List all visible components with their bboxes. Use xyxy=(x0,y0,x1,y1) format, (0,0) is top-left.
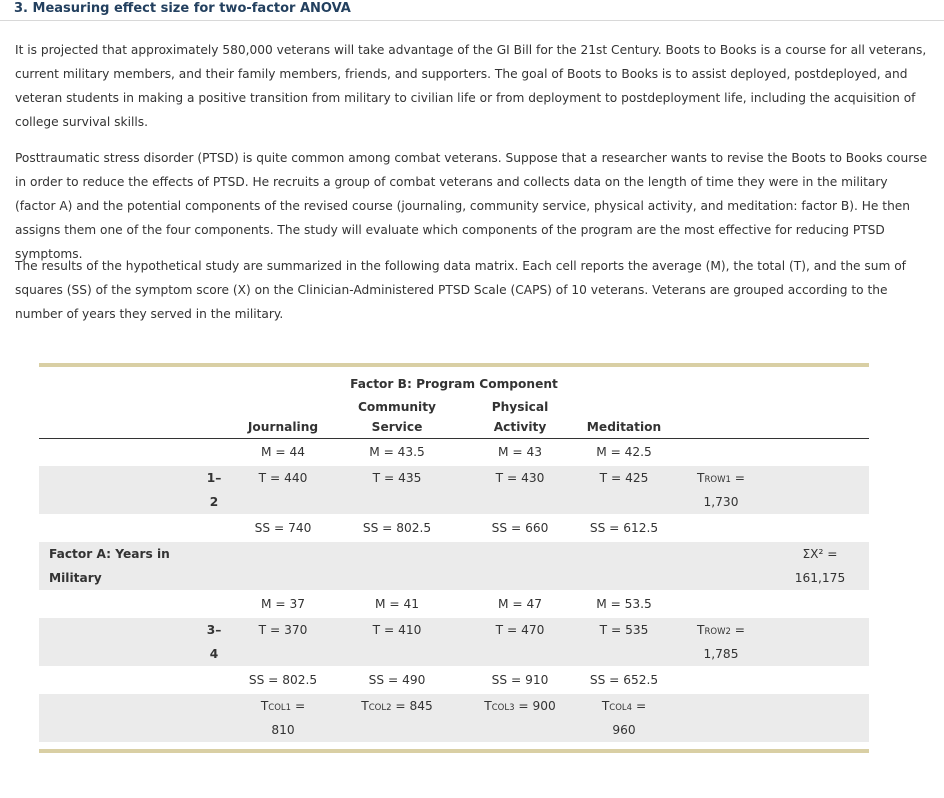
sum-x2-value: 161,175 xyxy=(794,571,846,585)
cell-total: T = 430 xyxy=(495,471,545,485)
section-header xyxy=(0,0,944,21)
row-label-line2: 2 xyxy=(209,495,219,509)
cell-total: T = 435 xyxy=(372,471,422,485)
factor-b-label: Factor B: Program Component xyxy=(350,377,558,391)
factor-a-label: Factor A: Years in xyxy=(49,547,170,561)
col-header-line1: Physical xyxy=(491,400,549,414)
col-total-label: TCOL2 = 845 xyxy=(361,699,433,713)
cell-mean: M = 44 xyxy=(261,445,305,459)
row-total-value: 1,785 xyxy=(703,647,739,661)
table-top-rule xyxy=(39,363,869,367)
cell-ss: SS = 612.5 xyxy=(589,521,659,535)
header-divider xyxy=(39,438,869,439)
col-total-label: TCOL1 = xyxy=(260,699,306,713)
cell-ss: SS = 802.5 xyxy=(248,673,318,687)
cell-mean: M = 37 xyxy=(261,597,305,611)
cell-mean: M = 42.5 xyxy=(596,445,652,459)
cell-mean: M = 53.5 xyxy=(596,597,652,611)
cell-ss: SS = 740 xyxy=(254,521,312,535)
col-total-label: TCOL3 = 900 xyxy=(484,699,556,713)
col-total-label: TCOL4 = xyxy=(601,699,647,713)
results-paragraph: The results of the hypothetical study are summarized in the following data matrix. Each cell reports the average (M), the total (T), and the sum of squares (SS) of the symptom score (X) on the Clinician-Administered PTSD Scale (CAPS) of 10 veterans. Veterans are grouped according to the number of years they served in the military. xyxy=(15,259,906,321)
col-header-journaling: Journaling xyxy=(247,420,319,434)
cell-ss: SS = 802.5 xyxy=(362,521,432,535)
row-total-label: TROW2 = xyxy=(697,623,745,637)
cell-total: T = 410 xyxy=(372,623,422,637)
cell-total: T = 440 xyxy=(258,471,308,485)
row-label-line1: 3– xyxy=(206,623,222,637)
factor-a-label: Military xyxy=(49,571,102,585)
cell-ss: SS = 660 xyxy=(491,521,549,535)
intro-paragraph: It is projected that approximately 580,000 veterans will take advantage of the GI Bill for the 21st Century. Boots to Books is a course for all veterans, current military members, and their family members, friends, and supporters. The goal of Boots to Books is to assist deployed, postdeployed, and veteran students in making a positive transition from military to civilian life or from deployment to postdeployment life, including the acquisition of college survival skills. xyxy=(15,43,927,129)
row-label-line1: 1– xyxy=(206,471,222,485)
cell-ss: SS = 910 xyxy=(491,673,549,687)
cell-total: T = 370 xyxy=(258,623,308,637)
col-total-value: 810 xyxy=(271,723,295,737)
section-title: 3. Measuring effect size for two-factor ANOVA xyxy=(14,1,351,16)
cell-total: T = 535 xyxy=(599,623,649,637)
sum-x2-label: ΣX² = xyxy=(802,547,838,561)
col-header-community-service: Service xyxy=(371,420,423,434)
col-header-meditation: Meditation xyxy=(586,420,662,434)
col-totals-band xyxy=(39,694,869,742)
ptsd-paragraph: Posttraumatic stress disorder (PTSD) is quite common among combat veterans. Suppose that a researcher wants to revise the Boots to Books course in order to reduce the effects of PTSD. He recruits a group of combat veterans and collects data on the length of time they were in the military (factor A) and the potential components of the revised course (journaling, community service, physical activity, and meditation: factor B). He then assigns them one of the four components. The study will evaluate which components of the program are the most effective for reducing PTSD symptoms. xyxy=(15,151,928,261)
cell-ss: SS = 652.5 xyxy=(589,673,659,687)
cell-mean: M = 43.5 xyxy=(369,445,425,459)
row-total-value: 1,730 xyxy=(703,495,739,509)
col-header-physical-activity: Activity xyxy=(493,420,547,434)
cell-ss: SS = 490 xyxy=(368,673,426,687)
cell-mean: M = 43 xyxy=(498,445,542,459)
cell-total: T = 425 xyxy=(599,471,649,485)
cell-mean: M = 41 xyxy=(375,597,419,611)
row-total-label: TROW1 = xyxy=(697,471,745,485)
cell-mean: M = 47 xyxy=(498,597,542,611)
cell-total: T = 470 xyxy=(495,623,545,637)
col-header-line1: Community xyxy=(357,400,437,414)
row-label-line2: 4 xyxy=(209,647,219,661)
col-total-value: 960 xyxy=(612,723,636,737)
table-bottom-rule xyxy=(39,749,869,753)
